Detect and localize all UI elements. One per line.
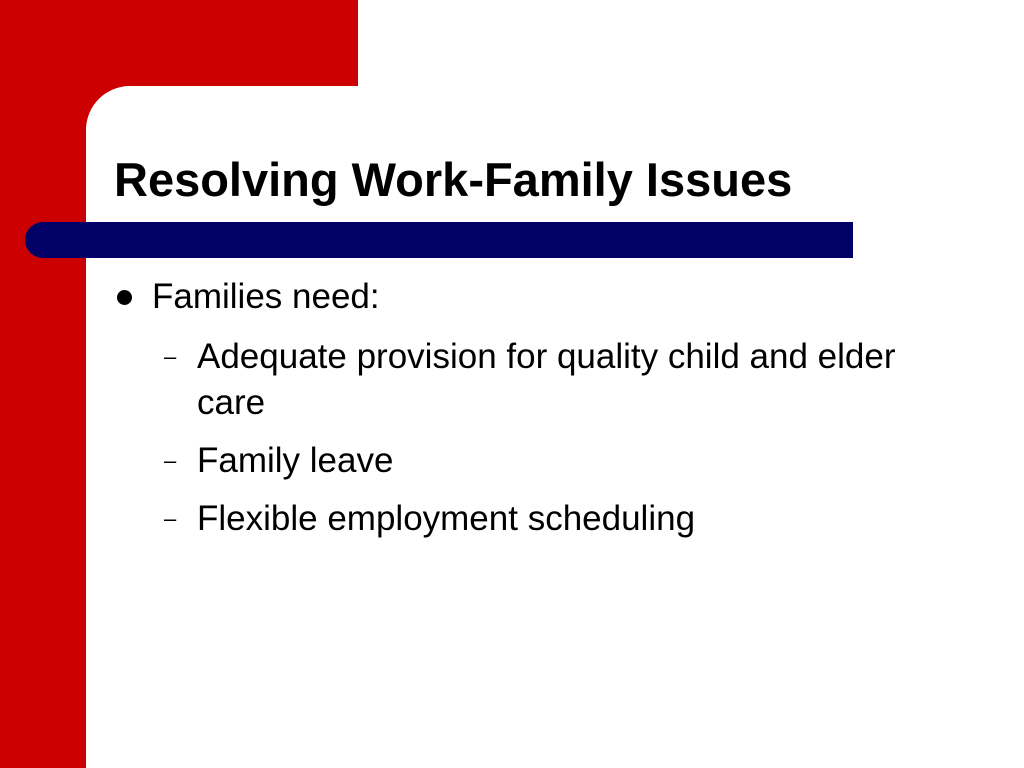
sub-bullet-list xyxy=(114,334,914,542)
sub-bullet-text: Family leave xyxy=(197,441,394,480)
sub-list-item xyxy=(114,438,914,484)
title-underline-bar xyxy=(25,222,853,258)
dash-icon: – xyxy=(164,506,177,531)
bullet-dot-icon xyxy=(117,290,132,305)
sub-list-item xyxy=(114,496,914,542)
sub-list-item xyxy=(114,334,914,426)
sub-bullet-text: Adequate provision for quality child and elder care xyxy=(197,337,896,422)
dash-icon: – xyxy=(164,344,177,369)
sub-bullet-text: Flexible employment scheduling xyxy=(197,499,696,538)
slide-title: Resolving Work-Family Issues xyxy=(114,153,793,206)
bullet-text: Families need: xyxy=(152,277,380,316)
list-item xyxy=(114,276,914,318)
bullet-list xyxy=(114,276,914,554)
dash-icon: – xyxy=(164,448,177,473)
